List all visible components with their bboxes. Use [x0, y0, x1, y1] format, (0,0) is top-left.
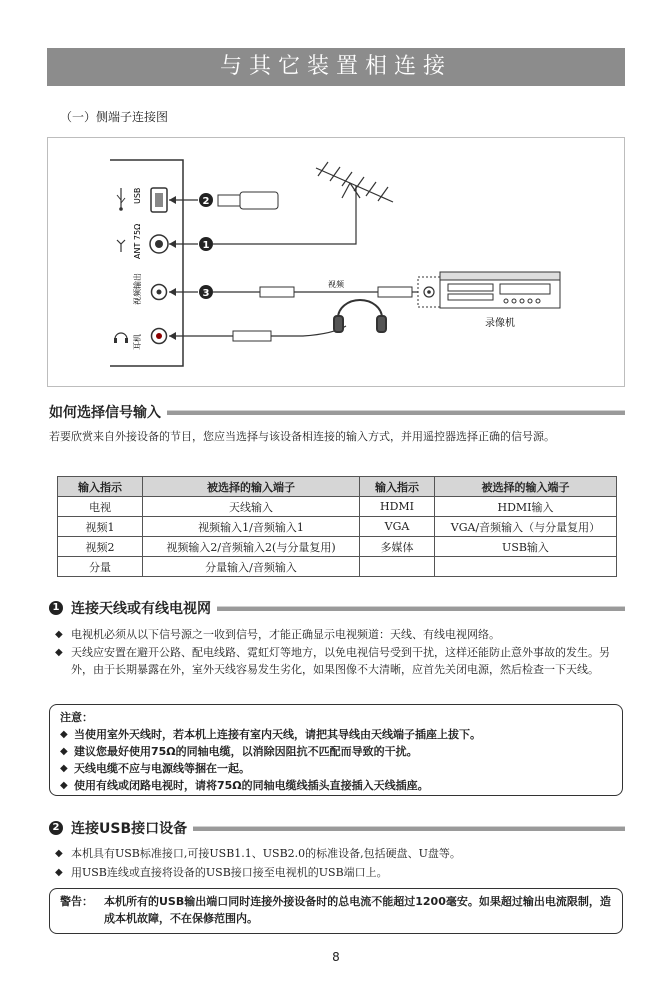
diamond-bullet-icon: ◆ [60, 763, 68, 774]
diamond-bullet-icon: ◆ [60, 729, 68, 740]
marker-2-label: 2 [202, 196, 210, 207]
signal-section-heading [49, 402, 625, 422]
table-cell: 分量 [58, 557, 143, 577]
table-cell: HDMI [360, 497, 435, 517]
table-row [58, 517, 617, 537]
section-number-badge: 2 [49, 821, 63, 835]
earphone-plug [233, 331, 271, 341]
table-cell: 分量输入/音频输入 [143, 557, 360, 577]
table-cell: VGA/音频输入（与分量复用） [435, 517, 617, 537]
warning-box [49, 888, 623, 934]
rca-plug-right [378, 287, 412, 297]
table-cell [435, 557, 617, 577]
usb-symbol-icon [117, 188, 125, 211]
note-title: 注意： [60, 711, 93, 724]
subsection-title: （一）侧端子连接图 [60, 110, 169, 124]
antenna-section-title: 连接天线或有线电视网 [71, 601, 211, 617]
antenna-symbol-icon [117, 240, 125, 252]
earphone-arrow-head [169, 332, 176, 340]
antenna-section-heading [49, 598, 625, 618]
table-row [58, 537, 617, 557]
usb-bullet: ◆ 用USB连线或直接将设备的USB接口接至电视机的USB端口上。 [55, 866, 388, 879]
note-item: ◆ 建议您最好使用75Ω的同轴电缆，以消除因阻抗不匹配而导致的干扰。 [60, 745, 418, 758]
usb-port-slot [155, 193, 163, 207]
diamond-bullet-icon: ◆ [60, 746, 68, 757]
table-cell: 视频输入1/音频输入1 [143, 517, 360, 537]
table-cell: 多媒体 [360, 537, 435, 557]
vcr-jack-center [427, 290, 431, 294]
signal-section-title: 如何选择信号输入 [49, 405, 161, 421]
antenna-bullet: ◆ 天线应安置在避开公路、配电线路、霓虹灯等地方，以免电视信号受到干扰，这样还能防止意外事故的发生。另外，由于长期暴露在外，室外天线容易发生劣化，如果图像不大清晰，应首先关闭电源，然后检查一下天线。 [55, 646, 610, 676]
outdoor-antenna-icon [316, 162, 393, 202]
table-header: 输入指示 [58, 477, 143, 497]
headphones-icon [334, 300, 386, 332]
table-cell: 天线输入 [143, 497, 360, 517]
usb-bullet: ◆ 本机具有USB标准接口,可接USB1.1、USB2.0的标准设备,包括硬盘、U盘等。 [55, 847, 461, 860]
antenna-bullet: ◆ 电视机必须从以下信号源之一收到信号，才能正确显示电视频道：天线、有线电视网络。 [55, 628, 500, 641]
warning-text: 本机所有的USB输出端口同时连接外接设备时的总电流不能超过1200毫安。如果超过输出电流限制，造成本机故障，不在保修范围内。 [104, 895, 611, 925]
usb-port-label: USB [133, 187, 142, 204]
note-item: ◆ 使用有线或闭路电视时，请将75Ω的同轴电缆线插头直接插入天线插座。 [60, 779, 429, 792]
table-cell: 电视 [58, 497, 143, 517]
table-header: 被选择的输入端子 [143, 477, 360, 497]
table-cell: VGA [360, 517, 435, 537]
headphone-symbol-icon [114, 333, 128, 343]
video-arrow-head [169, 288, 176, 296]
marker-3-label: 3 [202, 288, 210, 299]
note-item: ◆ 当使用室外天线时，若本机上连接有室内天线，请把其导线由天线端子插座上拔下。 [60, 728, 481, 741]
table-cell: HDMI输入 [435, 497, 617, 517]
heading-rule [193, 826, 625, 831]
heading-rule [217, 606, 625, 611]
signal-table [57, 476, 617, 577]
ant-port-label: ANT 75Ω [133, 223, 142, 259]
video-port-label: 视频输出 [133, 273, 142, 305]
diamond-bullet-icon: ◆ [55, 867, 63, 878]
usb-stick-plug [218, 195, 240, 206]
diamond-bullet-icon: ◆ [55, 629, 63, 640]
note-box [49, 704, 623, 796]
diagram-svg [48, 138, 626, 388]
page-number: 8 [332, 950, 340, 964]
signal-intro: 若要欣赏来自外接设备的节目，您应当选择与该设备相连接的输入方式，并用遥控器选择正确的信号源。 [49, 430, 555, 443]
video-cable-label: 视频 [328, 280, 344, 289]
earphone-port-center [156, 333, 162, 339]
usb-section-heading [49, 818, 625, 838]
table-header-row [58, 477, 617, 497]
video-out-port-center [157, 290, 162, 295]
warning-label: 警告： [60, 895, 93, 908]
table-cell [360, 557, 435, 577]
heading-rule [167, 410, 625, 415]
table-cell: 视频2 [58, 537, 143, 557]
rca-plug-left [260, 287, 294, 297]
diamond-bullet-icon: ◆ [60, 780, 68, 791]
note-item: ◆ 天线电缆不应与电源线等捆在一起。 [60, 762, 250, 775]
usb-arrow-head [169, 196, 176, 204]
page-title: 与其它装置相连接 [47, 48, 625, 86]
diamond-bullet-icon: ◆ [55, 647, 63, 658]
table-cell: 视频1 [58, 517, 143, 537]
antenna-port-center [155, 240, 163, 248]
table-row [58, 497, 617, 517]
vcr-label: 录像机 [485, 318, 515, 329]
table-cell: USB输入 [435, 537, 617, 557]
earphone-port-label: 耳机 [133, 334, 142, 350]
usb-section-title: 连接USB接口设备 [71, 821, 188, 837]
table-header: 被选择的输入端子 [435, 477, 617, 497]
section-number-badge: 1 [49, 601, 63, 615]
usb-stick-body [240, 192, 278, 209]
table-cell: 视频输入2/音频输入2(与分量复用) [143, 537, 360, 557]
connection-diagram [47, 137, 625, 387]
antenna-arrow-head [169, 240, 176, 248]
marker-1-label: 1 [202, 240, 210, 251]
table-row [58, 557, 617, 577]
table-header: 输入指示 [360, 477, 435, 497]
vcr-device [440, 272, 560, 308]
diamond-bullet-icon: ◆ [55, 848, 63, 859]
